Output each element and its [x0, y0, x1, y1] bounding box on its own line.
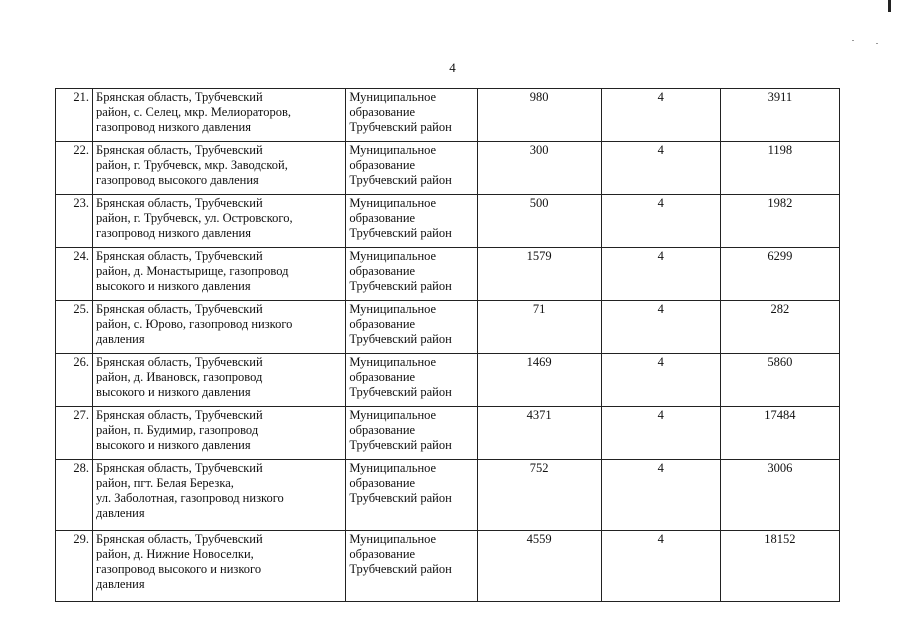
- length-cell: [477, 142, 601, 195]
- category-value: 4: [657, 90, 664, 104]
- amount-cell: [720, 354, 839, 407]
- owner-cell: [346, 195, 477, 248]
- category-cell: [601, 301, 720, 354]
- object-text-line: газопровод низкого давления: [96, 120, 251, 134]
- amount-cell: [720, 195, 839, 248]
- table-body: [56, 89, 840, 602]
- category-cell: [601, 142, 720, 195]
- amount-cell: [720, 142, 839, 195]
- category-cell: [601, 407, 720, 460]
- amount-cell: [720, 460, 839, 531]
- object-text-line: Брянская область, Трубчевский: [96, 461, 263, 475]
- table-row: [56, 354, 840, 407]
- object-text-line: район, пгт. Белая Березка,: [96, 476, 234, 490]
- length-value: 500: [529, 196, 549, 210]
- row-number: 29.: [73, 532, 90, 546]
- length-value: 980: [529, 90, 549, 104]
- table-row: [56, 248, 840, 301]
- owner-text-line: Трубчевский район: [349, 279, 452, 293]
- object-cell: [93, 460, 346, 531]
- owner-text-line: Трубчевский район: [349, 491, 452, 505]
- owner-cell: [346, 89, 477, 142]
- row-number-cell: [56, 407, 93, 460]
- object-text-line: Брянская область, Трубчевский: [96, 90, 263, 104]
- object-text-line: давления: [96, 577, 145, 591]
- row-number: 21.: [73, 90, 90, 104]
- owner-text-line: образование: [349, 547, 416, 561]
- owner-text-line: образование: [349, 370, 416, 384]
- owner-cell: [346, 248, 477, 301]
- category-value: 4: [657, 355, 664, 369]
- owner-text-line: Трубчевский район: [349, 332, 452, 346]
- amount-value: 1198: [767, 143, 793, 157]
- amount-value: 5860: [767, 355, 793, 369]
- owner-text-line: образование: [349, 105, 416, 119]
- amount-value: 1982: [767, 196, 793, 210]
- length-value: 1579: [526, 249, 552, 263]
- row-number: 26.: [73, 355, 90, 369]
- object-cell: [93, 195, 346, 248]
- owner-text-line: Муниципальное: [349, 249, 437, 263]
- scan-edge-mark: [888, 0, 891, 12]
- category-cell: [601, 248, 720, 301]
- object-text-line: высокого и низкого давления: [96, 438, 251, 452]
- owner-text-line: Трубчевский район: [349, 438, 452, 452]
- object-cell: [93, 354, 346, 407]
- object-text-line: Брянская область, Трубчевский: [96, 532, 263, 546]
- category-cell: [601, 460, 720, 531]
- object-text-line: газопровод высокого и низкого: [96, 562, 262, 576]
- scan-speck: [852, 40, 854, 41]
- length-cell: [477, 407, 601, 460]
- table-row: [56, 460, 840, 531]
- category-value: 4: [657, 249, 664, 263]
- length-cell: [477, 195, 601, 248]
- owner-cell: [346, 354, 477, 407]
- category-cell: [601, 195, 720, 248]
- length-cell: [477, 89, 601, 142]
- owner-text-line: образование: [349, 211, 416, 225]
- object-text-line: район, д. Нижние Новоселки,: [96, 547, 254, 561]
- page-number: 4: [449, 60, 456, 75]
- row-number: 22.: [73, 143, 90, 157]
- owner-text-line: образование: [349, 317, 416, 331]
- category-value: 4: [657, 302, 664, 316]
- owner-text-line: Муниципальное: [349, 90, 437, 104]
- table-row: [56, 89, 840, 142]
- length-cell: [477, 354, 601, 407]
- object-cell: [93, 248, 346, 301]
- row-number-cell: [56, 301, 93, 354]
- owner-text-line: Муниципальное: [349, 143, 437, 157]
- table-row: [56, 195, 840, 248]
- table-row: [56, 531, 840, 602]
- amount-cell: [720, 531, 839, 602]
- row-number-cell: [56, 531, 93, 602]
- amount-cell: [720, 248, 839, 301]
- length-value: 4559: [526, 532, 552, 546]
- row-number-cell: [56, 142, 93, 195]
- object-cell: [93, 407, 346, 460]
- object-text-line: давления: [96, 506, 145, 520]
- table-row: [56, 142, 840, 195]
- length-cell: [477, 460, 601, 531]
- owner-text-line: Трубчевский район: [349, 385, 452, 399]
- object-text-line: ул. Заболотная, газопровод низкого: [96, 491, 284, 505]
- object-text-line: Брянская область, Трубчевский: [96, 302, 263, 316]
- object-text-line: район, д. Монастырище, газопровод: [96, 264, 289, 278]
- row-number: 24.: [73, 249, 90, 263]
- object-cell: [93, 89, 346, 142]
- row-number-cell: [56, 89, 93, 142]
- object-text-line: давления: [96, 332, 145, 346]
- amount-cell: [720, 89, 839, 142]
- owner-cell: [346, 531, 477, 602]
- amount-value: 18152: [764, 532, 796, 546]
- object-text-line: район, с. Юрово, газопровод низкого: [96, 317, 293, 331]
- length-value: 4371: [526, 408, 552, 422]
- owner-cell: [346, 142, 477, 195]
- length-value: 71: [532, 302, 546, 316]
- category-value: 4: [657, 408, 664, 422]
- object-text-line: газопровод высокого давления: [96, 173, 259, 187]
- owner-text-line: Трубчевский район: [349, 120, 452, 134]
- owner-text-line: образование: [349, 476, 416, 490]
- gas-pipeline-table: [55, 88, 840, 602]
- length-cell: [477, 248, 601, 301]
- amount-value: 3911: [767, 90, 793, 104]
- owner-text-line: образование: [349, 423, 416, 437]
- object-text-line: Брянская область, Трубчевский: [96, 355, 263, 369]
- category-cell: [601, 89, 720, 142]
- owner-text-line: Муниципальное: [349, 355, 437, 369]
- length-cell: [477, 531, 601, 602]
- owner-cell: [346, 407, 477, 460]
- amount-cell: [720, 407, 839, 460]
- row-number: 23.: [73, 196, 90, 210]
- length-value: 752: [529, 461, 549, 475]
- object-text-line: Брянская область, Трубчевский: [96, 143, 263, 157]
- scan-speck: [876, 43, 878, 44]
- row-number-cell: [56, 354, 93, 407]
- owner-text-line: образование: [349, 158, 416, 172]
- amount-value: 282: [770, 302, 790, 316]
- category-cell: [601, 354, 720, 407]
- owner-text-line: образование: [349, 264, 416, 278]
- object-text-line: Брянская область, Трубчевский: [96, 249, 263, 263]
- category-value: 4: [657, 143, 664, 157]
- category-cell: [601, 531, 720, 602]
- row-number: 27.: [73, 408, 90, 422]
- table-row: [56, 301, 840, 354]
- row-number: 25.: [73, 302, 90, 316]
- object-text-line: высокого и низкого давления: [96, 385, 251, 399]
- owner-text-line: Трубчевский район: [349, 562, 452, 576]
- category-value: 4: [657, 196, 664, 210]
- amount-cell: [720, 301, 839, 354]
- owner-cell: [346, 301, 477, 354]
- object-text-line: высокого и низкого давления: [96, 279, 251, 293]
- object-text-line: Брянская область, Трубчевский: [96, 196, 263, 210]
- table-row: [56, 407, 840, 460]
- object-text-line: газопровод низкого давления: [96, 226, 251, 240]
- object-text-line: район, п. Будимир, газопровод: [96, 423, 259, 437]
- object-cell: [93, 142, 346, 195]
- amount-value: 3006: [767, 461, 793, 475]
- object-cell: [93, 301, 346, 354]
- length-cell: [477, 301, 601, 354]
- category-value: 4: [657, 532, 664, 546]
- owner-text-line: Трубчевский район: [349, 173, 452, 187]
- row-number-cell: [56, 195, 93, 248]
- owner-text-line: Муниципальное: [349, 196, 437, 210]
- owner-text-line: Муниципальное: [349, 408, 437, 422]
- object-text-line: район, д. Ивановск, газопровод: [96, 370, 263, 384]
- owner-cell: [346, 460, 477, 531]
- category-value: 4: [657, 461, 664, 475]
- length-value: 300: [529, 143, 549, 157]
- amount-value: 6299: [767, 249, 793, 263]
- object-text-line: район, г. Трубчевск, ул. Островского,: [96, 211, 293, 225]
- owner-text-line: Муниципальное: [349, 532, 437, 546]
- object-cell: [93, 531, 346, 602]
- owner-text-line: Муниципальное: [349, 461, 437, 475]
- row-number-cell: [56, 460, 93, 531]
- object-text-line: район, г. Трубчевск, мкр. Заводской,: [96, 158, 288, 172]
- row-number-cell: [56, 248, 93, 301]
- amount-value: 17484: [764, 408, 796, 422]
- object-text-line: Брянская область, Трубчевский: [96, 408, 263, 422]
- owner-text-line: Муниципальное: [349, 302, 437, 316]
- owner-text-line: Трубчевский район: [349, 226, 452, 240]
- row-number: 28.: [73, 461, 90, 475]
- length-value: 1469: [526, 355, 552, 369]
- object-text-line: район, с. Селец, мкр. Мелиораторов,: [96, 105, 291, 119]
